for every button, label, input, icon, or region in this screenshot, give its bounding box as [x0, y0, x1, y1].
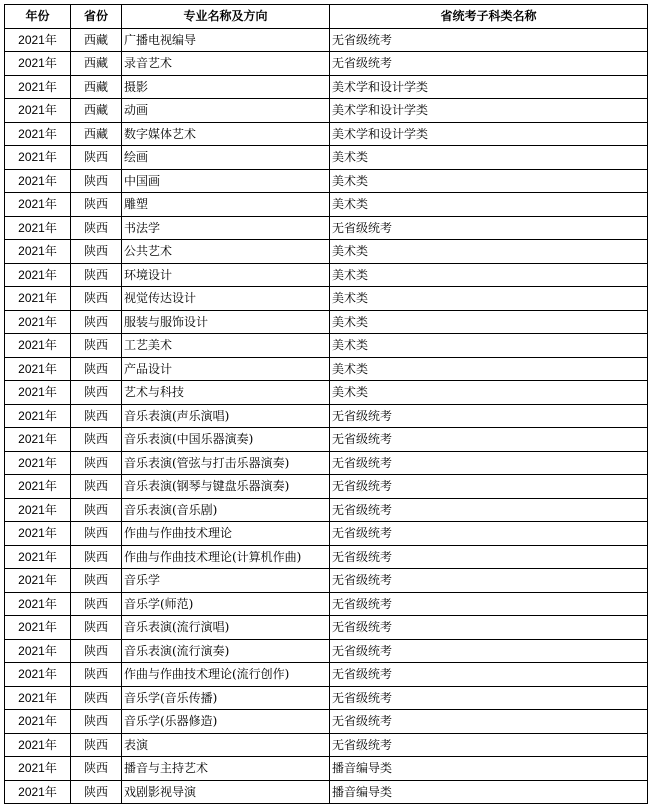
cell-year: 2021年: [5, 334, 71, 358]
cell-major: 动画: [122, 99, 330, 123]
cell-year: 2021年: [5, 169, 71, 193]
cell-province: 西藏: [71, 28, 122, 52]
cell-category: 无省级统考: [330, 686, 648, 710]
cell-major: 服装与服饰设计: [122, 310, 330, 334]
cell-province: 陕西: [71, 263, 122, 287]
cell-year: 2021年: [5, 357, 71, 381]
table-row: [5, 99, 648, 123]
cell-year: 2021年: [5, 428, 71, 452]
cell-year: 2021年: [5, 216, 71, 240]
cell-year: 2021年: [5, 404, 71, 428]
cell-year: 2021年: [5, 475, 71, 499]
cell-category: 无省级统考: [330, 498, 648, 522]
cell-category: 美术类: [330, 169, 648, 193]
cell-year: 2021年: [5, 569, 71, 593]
table-row: [5, 146, 648, 170]
table-row: [5, 686, 648, 710]
cell-year: 2021年: [5, 287, 71, 311]
header-year: 年份: [5, 5, 71, 29]
cell-year: 2021年: [5, 592, 71, 616]
cell-category: 美术类: [330, 334, 648, 358]
table-row: [5, 451, 648, 475]
cell-major: 雕塑: [122, 193, 330, 217]
table-row: [5, 381, 648, 405]
cell-year: 2021年: [5, 28, 71, 52]
cell-category: 无省级统考: [330, 710, 648, 734]
cell-year: 2021年: [5, 99, 71, 123]
table-row: [5, 28, 648, 52]
cell-category: 美术学和设计学类: [330, 122, 648, 146]
cell-province: 陕西: [71, 216, 122, 240]
cell-year: 2021年: [5, 663, 71, 687]
cell-province: 西藏: [71, 99, 122, 123]
table-row: [5, 169, 648, 193]
cell-year: 2021年: [5, 780, 71, 804]
cell-major: 绘画: [122, 146, 330, 170]
cell-major: 音乐表演(钢琴与键盘乐器演奏): [122, 475, 330, 499]
table-row: [5, 757, 648, 781]
cell-major: 产品设计: [122, 357, 330, 381]
cell-category: 美术类: [330, 240, 648, 264]
cell-province: 陕西: [71, 169, 122, 193]
table-row: [5, 522, 648, 546]
table-row: [5, 733, 648, 757]
cell-province: 陕西: [71, 663, 122, 687]
cell-category: 无省级统考: [330, 639, 648, 663]
cell-category: 美术类: [330, 146, 648, 170]
table-row: [5, 569, 648, 593]
cell-category: 无省级统考: [330, 616, 648, 640]
cell-major: 音乐学(音乐传播): [122, 686, 330, 710]
cell-major: 环境设计: [122, 263, 330, 287]
cell-category: 无省级统考: [330, 52, 648, 76]
table-row: [5, 193, 648, 217]
cell-year: 2021年: [5, 193, 71, 217]
cell-year: 2021年: [5, 451, 71, 475]
table-row: [5, 334, 648, 358]
cell-major: 摄影: [122, 75, 330, 99]
table-row: [5, 616, 648, 640]
cell-major: 音乐表演(流行演奏): [122, 639, 330, 663]
cell-category: 无省级统考: [330, 428, 648, 452]
cell-major: 录音艺术: [122, 52, 330, 76]
cell-category: 美术类: [330, 310, 648, 334]
cell-province: 陕西: [71, 404, 122, 428]
cell-category: 无省级统考: [330, 733, 648, 757]
cell-year: 2021年: [5, 522, 71, 546]
cell-province: 陕西: [71, 780, 122, 804]
cell-province: 陕西: [71, 334, 122, 358]
cell-category: 无省级统考: [330, 28, 648, 52]
cell-province: 陕西: [71, 592, 122, 616]
cell-province: 陕西: [71, 287, 122, 311]
cell-category: 美术类: [330, 263, 648, 287]
cell-category: 无省级统考: [330, 451, 648, 475]
table-row: [5, 663, 648, 687]
cell-major: 播音与主持艺术: [122, 757, 330, 781]
table-row: [5, 357, 648, 381]
cell-province: 陕西: [71, 616, 122, 640]
cell-category: 美术类: [330, 287, 648, 311]
cell-year: 2021年: [5, 240, 71, 264]
cell-category: 美术学和设计学类: [330, 75, 648, 99]
cell-major: 音乐学(乐器修造): [122, 710, 330, 734]
cell-province: 陕西: [71, 733, 122, 757]
major-category-table: [4, 4, 648, 804]
cell-year: 2021年: [5, 52, 71, 76]
cell-category: 无省级统考: [330, 475, 648, 499]
cell-major: 作曲与作曲技术理论: [122, 522, 330, 546]
table-row: [5, 122, 648, 146]
cell-province: 陕西: [71, 428, 122, 452]
cell-category: 无省级统考: [330, 522, 648, 546]
cell-province: 陕西: [71, 686, 122, 710]
cell-major: 音乐学(师范): [122, 592, 330, 616]
cell-province: 陕西: [71, 451, 122, 475]
table-row: [5, 52, 648, 76]
cell-category: 美术学和设计学类: [330, 99, 648, 123]
table-body: [5, 28, 648, 804]
cell-year: 2021年: [5, 498, 71, 522]
cell-major: 艺术与科技: [122, 381, 330, 405]
cell-category: 无省级统考: [330, 592, 648, 616]
table-row: [5, 240, 648, 264]
cell-major: 公共艺术: [122, 240, 330, 264]
cell-year: 2021年: [5, 122, 71, 146]
cell-province: 陕西: [71, 545, 122, 569]
cell-major: 音乐表演(管弦与打击乐器演奏): [122, 451, 330, 475]
cell-province: 西藏: [71, 122, 122, 146]
cell-category: 播音编导类: [330, 757, 648, 781]
cell-province: 陕西: [71, 240, 122, 264]
cell-major: 表演: [122, 733, 330, 757]
cell-major: 数字媒体艺术: [122, 122, 330, 146]
cell-province: 陕西: [71, 569, 122, 593]
header-province: 省份: [71, 5, 122, 29]
cell-year: 2021年: [5, 710, 71, 734]
cell-category: 播音编导类: [330, 780, 648, 804]
cell-major: 书法学: [122, 216, 330, 240]
table-row: [5, 75, 648, 99]
cell-year: 2021年: [5, 686, 71, 710]
cell-major: 音乐表演(流行演唱): [122, 616, 330, 640]
cell-major: 中国画: [122, 169, 330, 193]
cell-province: 陕西: [71, 498, 122, 522]
cell-major: 视觉传达设计: [122, 287, 330, 311]
table-row: [5, 310, 648, 334]
cell-year: 2021年: [5, 639, 71, 663]
table-row: [5, 216, 648, 240]
cell-category: 美术类: [330, 193, 648, 217]
cell-province: 陕西: [71, 710, 122, 734]
table-row: [5, 710, 648, 734]
cell-major: 作曲与作曲技术理论(流行创作): [122, 663, 330, 687]
table-row: [5, 404, 648, 428]
cell-province: 西藏: [71, 75, 122, 99]
cell-category: 无省级统考: [330, 545, 648, 569]
cell-province: 陕西: [71, 193, 122, 217]
cell-year: 2021年: [5, 733, 71, 757]
cell-year: 2021年: [5, 616, 71, 640]
cell-year: 2021年: [5, 381, 71, 405]
table-row: [5, 428, 648, 452]
header-category: 省统考子科类名称: [330, 5, 648, 29]
cell-year: 2021年: [5, 757, 71, 781]
table-row: [5, 592, 648, 616]
cell-major: 音乐学: [122, 569, 330, 593]
cell-major: 音乐表演(声乐演唱): [122, 404, 330, 428]
cell-province: 陕西: [71, 639, 122, 663]
table-row: [5, 475, 648, 499]
cell-category: 无省级统考: [330, 216, 648, 240]
cell-major: 戏剧影视导演: [122, 780, 330, 804]
table-row: [5, 263, 648, 287]
cell-major: 工艺美术: [122, 334, 330, 358]
header-major: 专业名称及方向: [122, 5, 330, 29]
table-row: [5, 545, 648, 569]
cell-province: 陕西: [71, 381, 122, 405]
cell-province: 西藏: [71, 52, 122, 76]
cell-major: 作曲与作曲技术理论(计算机作曲): [122, 545, 330, 569]
cell-major: 音乐表演(音乐剧): [122, 498, 330, 522]
table-row: [5, 780, 648, 804]
cell-category: 美术类: [330, 357, 648, 381]
cell-category: 美术类: [330, 381, 648, 405]
header-row: [5, 5, 648, 29]
cell-category: 无省级统考: [330, 663, 648, 687]
cell-major: 广播电视编导: [122, 28, 330, 52]
table-row: [5, 639, 648, 663]
cell-province: 陕西: [71, 357, 122, 381]
cell-province: 陕西: [71, 146, 122, 170]
cell-year: 2021年: [5, 75, 71, 99]
cell-category: 无省级统考: [330, 404, 648, 428]
cell-province: 陕西: [71, 310, 122, 334]
table-row: [5, 287, 648, 311]
cell-province: 陕西: [71, 475, 122, 499]
cell-province: 陕西: [71, 757, 122, 781]
cell-year: 2021年: [5, 545, 71, 569]
table-row: [5, 498, 648, 522]
cell-year: 2021年: [5, 146, 71, 170]
cell-major: 音乐表演(中国乐器演奏): [122, 428, 330, 452]
cell-year: 2021年: [5, 310, 71, 334]
cell-province: 陕西: [71, 522, 122, 546]
cell-category: 无省级统考: [330, 569, 648, 593]
cell-year: 2021年: [5, 263, 71, 287]
